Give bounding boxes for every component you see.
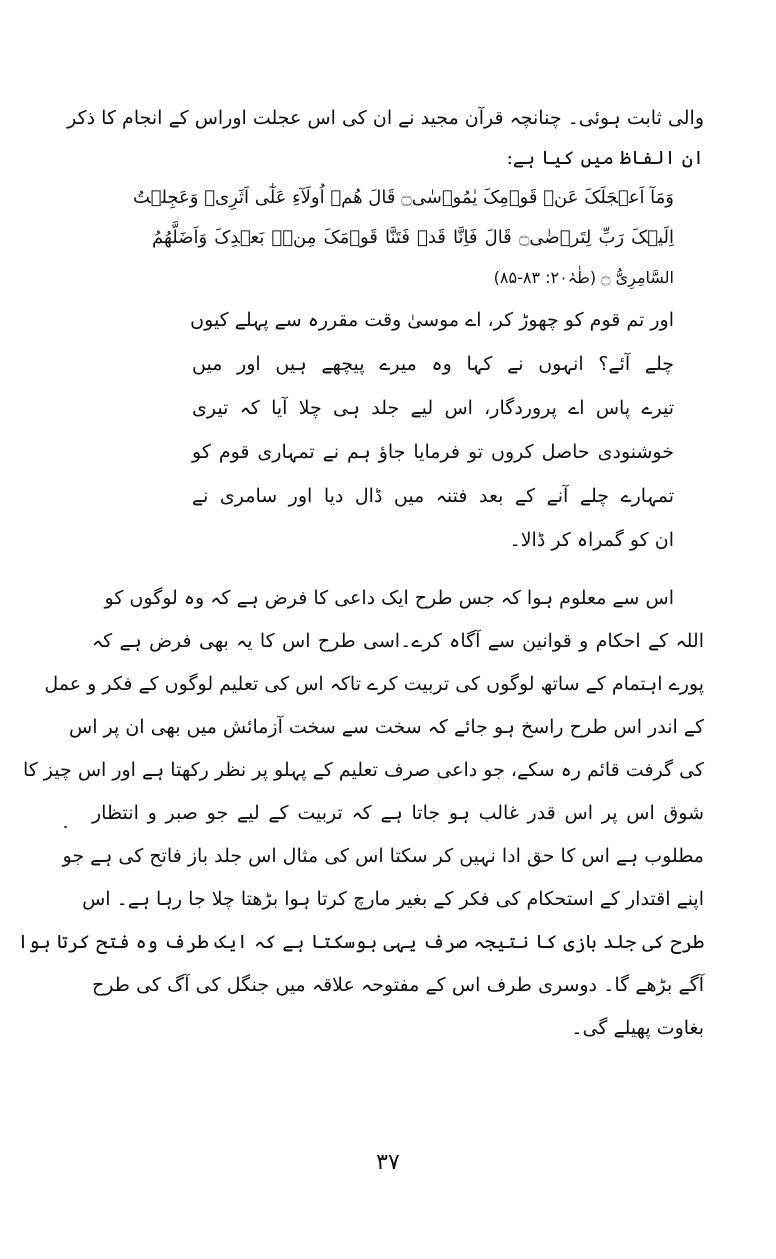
body-line-10: آگے بڑھے گا۔ دوسری طرف اس کے مفتوحہ علاقہ میں جنگل کی آگ کی طرح	[92, 974, 704, 996]
translation-line-4: خوشنودی حاصل کروں تو فرمایا جاؤ ہم نے تمہاری قوم کو	[192, 441, 674, 463]
translation-line-6: ان کو گمراہ کر ڈالا۔	[509, 529, 674, 551]
body-line-9: طرح کی جلد بازی کا نتیجہ صرف یہی ہوسکتا ہے کہ ایک طرف وہ فتح کرتا ہوا	[17, 931, 704, 953]
translation-line-3: تیرے پاس اے پروردگار، اس لیے جلد ہی چلا آیا کہ تیری	[192, 397, 674, 419]
translation-line-1: اور تم قوم کو چھوڑ کر، اے موسیٰ وقت مقررہ سے پہلے کیوں	[190, 309, 674, 331]
page-number: ۳۷	[376, 1150, 400, 1175]
body-line-2: اللہ کے احکام و قوانین سے آگاہ کرے۔اسی طرح اس کا یہ بھی فرض ہے کہ	[92, 630, 704, 652]
quran-verse-reference: السَّامِرِیُّ ۝ (طٰہٰ۲۰: ۸۳-۸۵)	[493, 268, 674, 287]
text-line-2: ان الفاظ میں کیا ہے:	[506, 147, 704, 169]
body-line-6: شوق اس پر اس قدر غالب ہو جاتا ہے کہ تربیت کے لیے جو صبر و انتظار	[92, 802, 704, 824]
body-line-11: بغاوت پھیلے گی۔	[571, 1017, 704, 1039]
body-line-7: مطلوب ہے اس کا حق ادا نہیں کر سکتا اس کی مثال اس جلد باز فاتح کی ہے جو	[62, 845, 704, 867]
body-line-1: اس سے معلوم ہوا کہ جس طرح ایک داعی کا فرض ہے کہ وہ لوگوں کو	[104, 587, 674, 609]
body-line-4: کے اندر اس طرح راسخ ہو جائے کہ سخت سے سخت آزمائش میں بھی ان پر اس	[69, 716, 704, 738]
quran-verse-line-1: وَمَآ اَعۡجَلَکَ عَنۡ قَوۡمِکَ یٰمُوۡسٰی۝ قَالَ ھُمۡ اُولَآءِ عَلٰٓی اَثَرِیۡ وَعَجِلۡتُ	[132, 187, 674, 208]
translation-line-5: تمہارے چلے آنے کے بعد فتنہ میں ڈال دیا اور سامری نے	[192, 485, 674, 507]
scan-speck	[64, 826, 67, 828]
translation-line-2: چلے آئے؟ انہوں نے کہا وہ میرے پیچھے ہیں اور میں	[192, 353, 674, 375]
quran-verse-line-2: اِلَیۡکَ رَبِّ لِتَرۡضٰی۝ قَالَ فَاِنَّا قَدۡ فَتَنَّا قَوۡمَکَ مِنۡۢ بَعۡدِکَ وَاَضَلَّھُمُ	[152, 227, 674, 248]
body-line-3: پورے اہتمام کے ساتھ لوگوں کی تربیت کرے تاکہ اس کی تعلیم لوگوں کے فکر و عمل	[44, 673, 704, 695]
text-line-1: والی ثابت ہوئی۔ چنانچہ قرآن مجید نے ان کی اس عجلت اوراس کے انجام کا ذکر	[67, 107, 704, 129]
body-line-8: اپنے اقتدار کے استحکام کی فکر کے بغیر مارچ کرتا ہوا بڑھتا چلا جا رہا ہے۔ اس	[82, 888, 704, 910]
body-line-5: کی گرفت قائم رہ سکے، جو داعی صرف تعلیم کے پہلو پر نظر رکھتا ہے اور اس چیز کا	[22, 759, 704, 781]
